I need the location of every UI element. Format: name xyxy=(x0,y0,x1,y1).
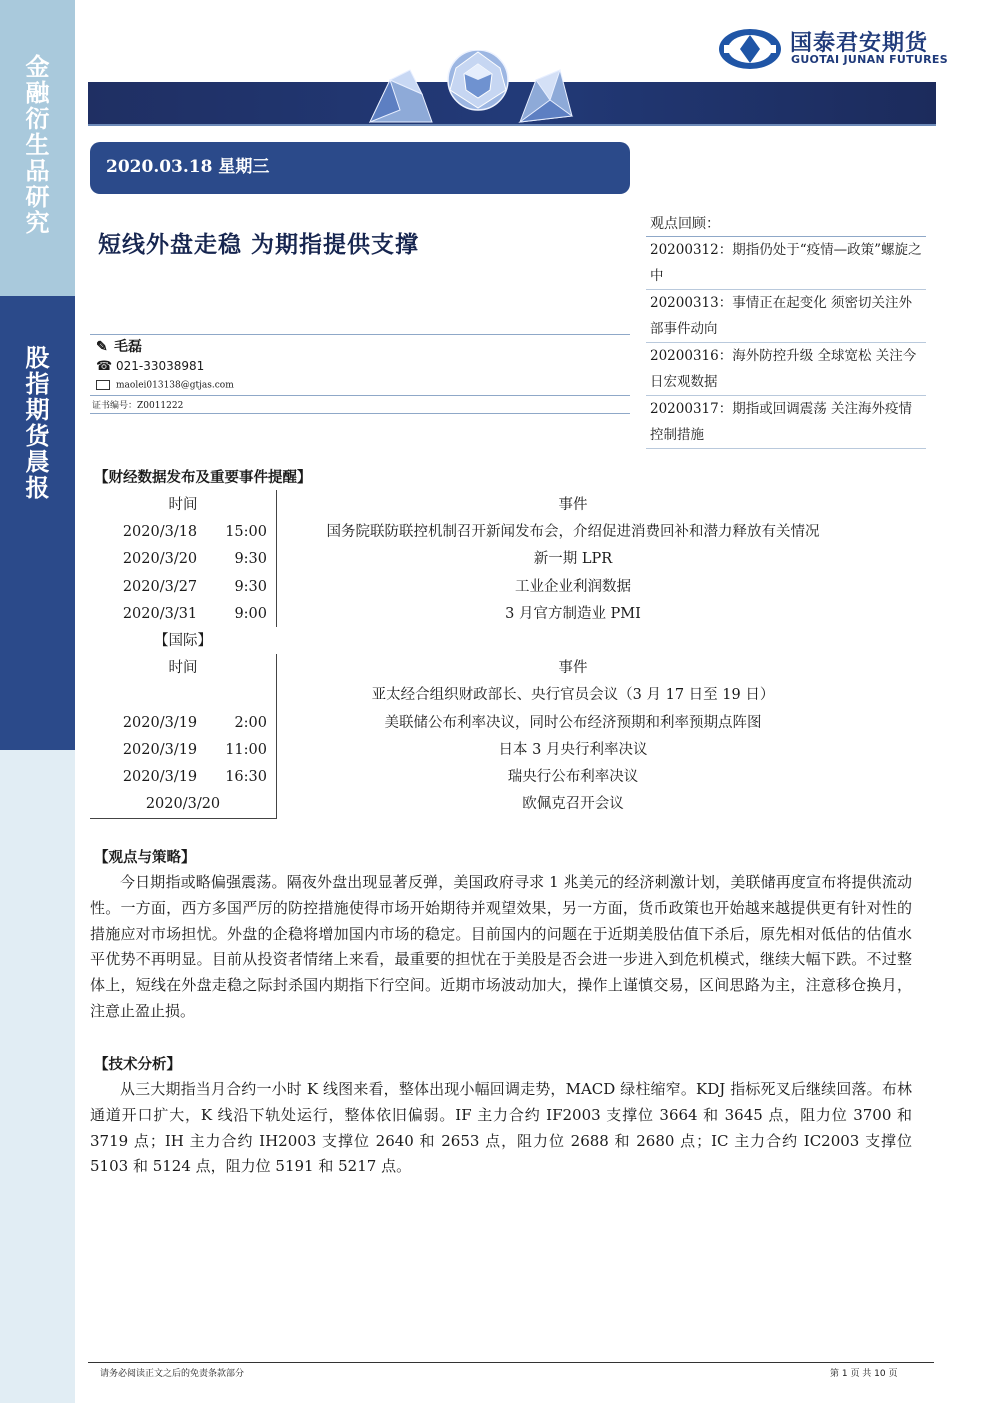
author-phone xyxy=(96,359,204,374)
diamond-graphic-icon xyxy=(360,50,580,126)
sidebar-char: 衍 xyxy=(25,105,50,133)
strategy-paragraph: 今日期指或略偏强震荡。隔夜外盘出现显著反弹，美国政府寻求 1 兆美元的经济刺激计划，美联储再度宣布将提供流动性。一方面，西方多国严厉的防控措施使得市场开始期待并观望效果，另一方面，货币政策也开始越来越提供更有针对性的措施应对市场担忧。外盘的企稳将增加国内市场的稳定。目前国内的问题在于近期美股估值下杀后，原先相对低估的估值水平优势不再明显。目前从投资者情绪上来看，最重要的担忧在于美股是否会进一步进入到危机模式，继续大幅下跌。不过整体上，短线在外盘走稳之际封杀国内期指下行空间。近期市场波动加大，操作上谨慎交易，区间思路为主，注意移仓换月，注意止盈止损。 xyxy=(90,873,912,1020)
event-date: 2020/3/19 xyxy=(122,741,198,758)
sidebar-report-type-text xyxy=(0,345,75,501)
events-bottom-divider xyxy=(90,818,276,819)
event-desc: 日本 3 月央行利率决议 xyxy=(498,741,648,758)
review-title: 观点回顾： xyxy=(650,216,720,232)
events-col-time: 时间 xyxy=(168,497,198,513)
table-row xyxy=(90,574,920,601)
pen-icon: ✎ xyxy=(96,339,108,355)
company-name-cn: 国泰君安期货 xyxy=(790,31,929,56)
event-date: 2020/3/20 xyxy=(122,551,198,568)
company-name-en: GUOTAI JUNAN FUTURES xyxy=(791,53,948,66)
sidebar-char: 期 xyxy=(25,396,50,424)
table-row xyxy=(90,791,920,818)
sidebar-char: 货 xyxy=(25,422,50,450)
event-time: 16:30 xyxy=(225,768,267,785)
intl-label: 【国际】 xyxy=(154,632,212,649)
event-desc: 新一期 LPR xyxy=(533,551,613,568)
event-date: 2020/3/19 xyxy=(122,768,198,785)
strategy-section-title: 【观点与策略】 xyxy=(94,849,196,866)
review-item: 20200317：期指或回调震荡 关注海外疫情控制措施 xyxy=(646,396,926,449)
sidebar-char: 指 xyxy=(25,370,50,398)
table-row xyxy=(90,710,920,737)
report-title: 短线外盘走稳 为期指提供支撑 xyxy=(98,231,420,258)
event-time: 2:00 xyxy=(234,714,267,731)
table-row xyxy=(90,764,920,791)
technical-section-title: 【技术分析】 xyxy=(94,1056,181,1073)
event-desc: 欧佩克召开会议 xyxy=(522,796,624,813)
sidebar-char: 究 xyxy=(25,209,50,237)
table-row xyxy=(90,737,920,764)
event-time: 9:30 xyxy=(234,578,267,595)
sidebar-char: 研 xyxy=(25,183,50,211)
event-time: 15:00 xyxy=(225,524,267,541)
sidebar-bottom-panel xyxy=(0,750,75,1403)
events-col-event: 事件 xyxy=(558,497,588,513)
footer-disclaimer: 请务必阅读正文之后的免责条款部分 xyxy=(100,1369,245,1379)
cert-top-divider xyxy=(90,395,630,396)
author-certificate: 证书编号：Z0011222 xyxy=(92,401,184,411)
event-time: 9:00 xyxy=(234,605,267,622)
event-date: 2020/3/20 xyxy=(145,796,221,813)
footer-page-number: 第 1 页 共 10 页 xyxy=(830,1369,898,1379)
event-time: 11:00 xyxy=(225,741,267,758)
sidebar-char: 报 xyxy=(25,474,50,502)
sidebar-char: 融 xyxy=(25,79,50,107)
sidebar-char: 品 xyxy=(25,157,50,185)
event-desc: 亚太经合组织财政部长、央行官员会议（3 月 17 日至 19 日） xyxy=(371,687,775,704)
intl-col-time: 时间 xyxy=(168,660,198,677)
author-email xyxy=(96,380,234,391)
envelope-icon xyxy=(96,380,110,390)
review-item: 20200313：事情正在起变化 须密切关注外部事件动向 xyxy=(646,290,926,343)
event-desc: 国务院联防联控机制召开新闻发布会，介绍促进消费回补和潜力释放有关情况 xyxy=(326,524,820,541)
intl-label-row xyxy=(90,628,920,655)
events-section-title: 【财经数据发布及重要事件提醒】 xyxy=(94,469,312,486)
intl-col-event: 事件 xyxy=(558,660,588,677)
table-row xyxy=(90,519,920,546)
table-row xyxy=(90,682,920,709)
events-table xyxy=(90,492,920,818)
intl-column-divider xyxy=(276,654,277,819)
event-date: 2020/3/18 xyxy=(122,524,198,541)
sidebar-char: 金 xyxy=(25,53,50,81)
event-desc: 3 月官方制造业 PMI xyxy=(505,605,641,622)
event-date: 2020/3/27 xyxy=(122,578,198,595)
event-desc: 工业企业利润数据 xyxy=(515,578,631,595)
author-email-text: maolei013138@gtjas.com xyxy=(116,380,234,391)
phone-icon: ☎ xyxy=(96,359,113,374)
author-top-divider xyxy=(90,334,630,335)
footer-divider xyxy=(88,1362,934,1363)
cert-bottom-divider xyxy=(90,413,630,414)
table-row xyxy=(90,601,920,628)
sidebar-char: 股 xyxy=(25,344,50,372)
event-date: 2020/3/31 xyxy=(122,605,198,622)
author-phone-text: 021-33038981 xyxy=(116,359,205,373)
company-logo-icon xyxy=(718,28,782,70)
technical-paragraph: 从三大期指当月合约一小时 K 线图来看，整体出现小幅回调走势，MACD 绿柱缩窄。KDJ 指标死叉后继续回落。布林通道开口扩大，K 线沿下轨处运行，整体依旧偏弱。IF 主力合约 IF2003 支撑位 3664 和 3645 点，阻力位 3700 和 3719 点；IH 主力合约 IH2003 支撑位 2640 和 2653 点，阻力位 2688 和 2680 点；IC 主力合约 IC2003 支撑位 5103 和 5124 点，阻力位 5191 和 5217 点。 xyxy=(90,1080,912,1176)
table-row xyxy=(90,546,920,573)
review-item: 20200316：海外防控升级 全球宽松 关注今日宏观数据 xyxy=(646,343,926,396)
review-panel xyxy=(646,212,926,449)
sidebar-char: 生 xyxy=(25,131,50,159)
event-date: 2020/3/19 xyxy=(122,714,198,731)
event-desc: 瑞央行公布利率决议 xyxy=(507,768,639,785)
events-column-divider xyxy=(276,490,277,627)
events-header-row xyxy=(90,492,920,519)
sidebar-char: 晨 xyxy=(25,448,50,476)
event-desc: 美联储公布利率决议，同时公布经济预期和利率预期点阵图 xyxy=(384,714,762,731)
sidebar-category-text xyxy=(0,54,75,236)
report-date-tab: 2020.03.18 星期三 xyxy=(90,142,630,194)
author-name xyxy=(96,336,142,356)
author-name-text: 毛磊 xyxy=(114,339,142,355)
intl-header-row xyxy=(90,655,920,682)
review-item: 20200312：期指仍处于“疫情—政策”螺旋之中 xyxy=(646,237,926,290)
event-time: 9:30 xyxy=(234,551,267,568)
